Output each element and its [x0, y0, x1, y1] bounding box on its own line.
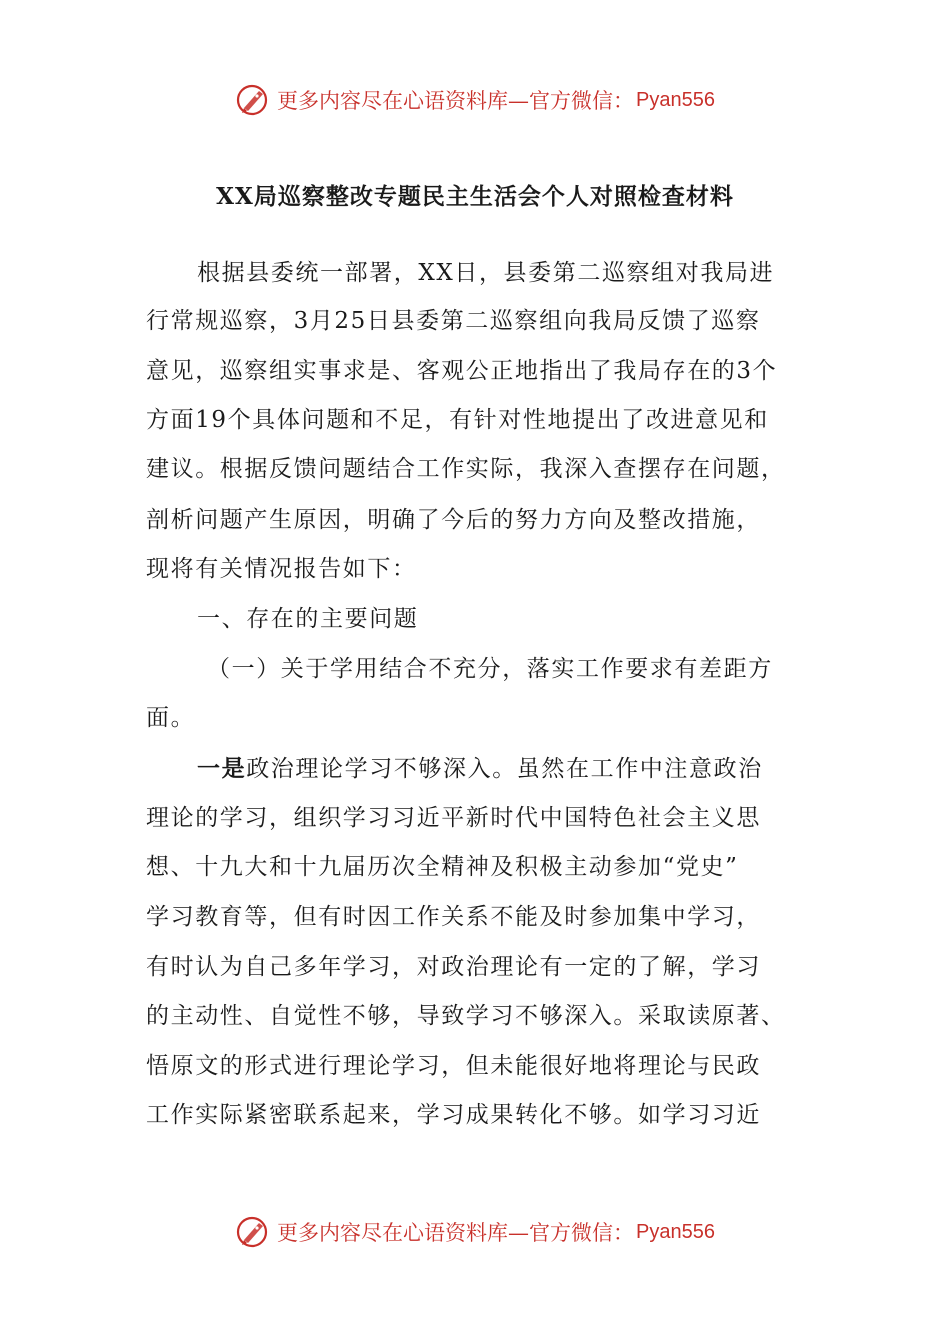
- section-heading: 一、存在的主要问题: [197, 606, 419, 632]
- paragraph-line: 有时认为自己多年学习，对政治理论有一定的了解，学习: [146, 954, 761, 980]
- watermark-header: [0, 80, 950, 120]
- paragraph-line: 建议。根据反馈问题结合工作实际，我深入查摆存在问题，: [146, 456, 786, 482]
- first-point-text: 政治理论学习不够深入。虽然在工作中注意政治: [246, 756, 763, 782]
- paragraph-line: 行常规巡察，3月25日县委第二巡察组向我局反馈了巡察: [146, 308, 761, 334]
- watermark-wechat-id: Pyan556: [636, 88, 715, 111]
- pen-nib-seal-icon: [235, 82, 271, 118]
- paragraph-line: 工作实际紧密联系起来，学习成果转化不够。如学习习近: [146, 1102, 761, 1128]
- paragraph-line: 根据县委统一部署，XX日，县委第二巡察组对我局进: [197, 260, 775, 286]
- paragraph-line: 意见，巡察组实事求是、客观公正地指出了我局存在的3个: [146, 358, 778, 384]
- first-point-line: [197, 754, 763, 784]
- subsection-heading-end: 面。: [146, 705, 196, 731]
- watermark-text: 更多内容尽在心语资料库—官方微信：: [277, 1221, 635, 1245]
- paragraph-line: 剖析问题产生原因，明确了今后的努力方向及整改措施，: [146, 507, 761, 533]
- paragraph-line: 学习教育等，但有时因工作关系不能及时参加集中学习，: [146, 904, 761, 930]
- paragraph-line: 现将有关情况报告如下：: [146, 556, 417, 582]
- subsection-heading: （一）关于学用结合不充分，落实工作要求有差距方: [207, 656, 773, 682]
- paragraph-line: 理论的学习，组织学习习近平新时代中国特色社会主义思: [146, 805, 761, 831]
- watermark-footer: [0, 1212, 950, 1252]
- watermark-text: 更多内容尽在心语资料库—官方微信：: [277, 89, 635, 113]
- paragraph-line: 悟原文的形式进行理论学习，但未能很好地将理论与民政: [146, 1053, 761, 1079]
- paragraph-line: 的主动性、自觉性不够，导致学习不够深入。采取读原著、: [146, 1003, 786, 1029]
- document-title: XX局巡察整改专题民主生活会个人对照检查材料: [216, 183, 734, 210]
- first-point-lead: 一是: [197, 755, 247, 782]
- pen-nib-seal-icon: [235, 1214, 271, 1250]
- paragraph-line: 方面19个具体问题和不足，有针对性地提出了改进意见和: [146, 407, 769, 433]
- paragraph-line: 想、十九大和十九届历次全精神及积极主动参加“党史”: [146, 854, 739, 880]
- watermark-wechat-id: Pyan556: [636, 1220, 715, 1243]
